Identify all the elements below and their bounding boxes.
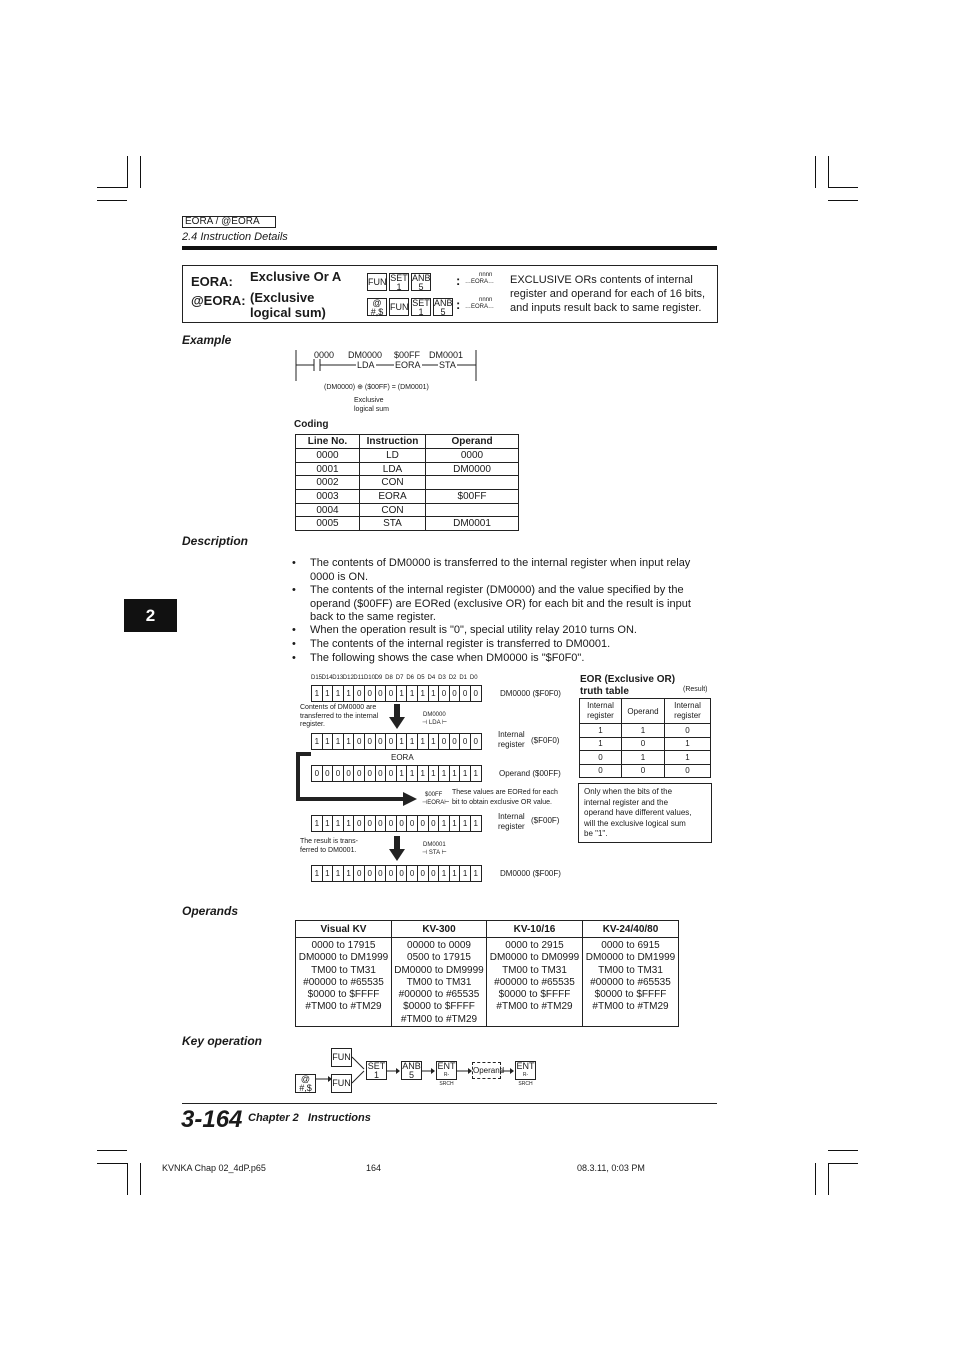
crop-mark — [97, 1163, 127, 1164]
table-cell: CON — [360, 476, 426, 490]
bit-cell: 1 — [332, 865, 344, 882]
print-page: 164 — [366, 1163, 382, 1173]
ladder-contact: 0000 — [314, 350, 335, 360]
bit-cell: 1 — [343, 685, 355, 702]
operands-cell: 00000 to 0009 0500 to 17915 DM0000 to DM9999 TM00 to TM31 #00000 to #65535 $0000 to $FFFF #TM00 to #TM29 — [392, 938, 487, 1027]
bit-label: D7 — [395, 675, 404, 681]
instruction-name-3: logical sum) — [250, 305, 326, 320]
bit-cell: 0 — [322, 765, 334, 782]
operands-header: KV-24/40/80 — [583, 921, 679, 938]
bit-label: D3 — [438, 675, 446, 681]
colon: : — [456, 273, 461, 288]
table-cell — [426, 503, 519, 517]
ladder-formula: (DM0000) ⊕ ($00FF) = (DM0001) — [324, 384, 429, 391]
bit-cell: 1 — [311, 865, 323, 882]
list-item: • The contents of the internal register is transferred to DM0001. — [292, 638, 611, 650]
eora-top: $00FF — [425, 792, 443, 798]
operands-cell: 0000 to 6915 DM0000 to DM1999 TM00 to TM31 #00000 to #65535 $0000 to $FFFF #TM00 to #TM29 — [583, 938, 679, 1027]
bit-cell: 1 — [311, 815, 323, 832]
bit-cell: 1 — [396, 733, 408, 750]
truth-note-box: Only when the bits of the internal register and the operand have different values, will the exclusive logical sum be "1". — [578, 783, 712, 843]
sta-top: DM0001 — [423, 842, 446, 848]
bit-cell: 1 — [332, 685, 344, 702]
bit-cell: 0 — [364, 865, 376, 882]
bit-cell: 1 — [470, 765, 482, 782]
header-tag: EORA / @EORA — [182, 216, 276, 228]
bit-cell: 1 — [417, 733, 429, 750]
table-cell: 1 — [622, 724, 665, 738]
truth-header: Operand — [622, 699, 665, 724]
bit-cell: 0 — [449, 685, 461, 702]
bit-cell: 1 — [311, 685, 323, 702]
bit-cell: 0 — [396, 865, 408, 882]
key-at: @ #,$ — [295, 1074, 316, 1093]
chapter-tab: 2 — [124, 599, 177, 632]
bit-cell: 1 — [396, 765, 408, 782]
down-arrow-icon — [389, 704, 405, 730]
table-cell: 1 — [622, 751, 665, 765]
list-item: • The contents of the internal register (DM0000) and the value specified by the operand ($00FF) are EORed (exclusive OR) for each bit and the result is input back to the same register. — [292, 584, 691, 623]
ladder-op1-top: DM0000 — [348, 350, 383, 360]
bit-cell: 0 — [470, 685, 482, 702]
table-cell: 1 — [580, 724, 622, 738]
operands-table — [295, 920, 679, 1027]
bit-cell: 1 — [449, 765, 461, 782]
header-rule — [182, 246, 717, 250]
bit-cell: 0 — [364, 815, 376, 832]
table-cell: 0 — [580, 764, 622, 778]
bit-row-dm0000 — [311, 685, 481, 702]
bit-cell: 0 — [311, 765, 323, 782]
crop-mark — [828, 1163, 858, 1164]
ladder-op2-top: $00FF — [394, 350, 421, 360]
bit-cell: 0 — [385, 733, 397, 750]
table-cell: 0 — [665, 724, 711, 738]
row3-label: Operand ($00FF) — [499, 769, 561, 778]
bit-label: D2 — [448, 675, 457, 681]
bit-cell: 1 — [417, 685, 429, 702]
key-ent: ENT R-SRCH — [437, 1061, 456, 1087]
bit-cell: 0 — [375, 733, 387, 750]
bit-cell: 1 — [396, 685, 408, 702]
row4-value: ($F00F) — [531, 816, 560, 825]
bit-cell: 0 — [364, 733, 376, 750]
crop-mark — [127, 1163, 128, 1195]
crop-mark — [127, 156, 128, 188]
note-result: The result is trans- ferred to DM0001. — [300, 838, 358, 854]
bit-cell: 0 — [375, 815, 387, 832]
key-anb-5: ANB 5 — [412, 273, 431, 292]
table-cell: 0 — [665, 764, 711, 778]
table-cell: 0003 — [296, 490, 360, 504]
symbol-eora: …EORA… — [465, 279, 495, 285]
lda-top: DM0000 — [423, 712, 446, 718]
operands-header: KV-10/16 — [487, 921, 583, 938]
ladder-sta: STA — [439, 360, 456, 370]
key-fun: FUN — [331, 1048, 352, 1067]
crop-mark — [815, 156, 816, 188]
symbol-operand: nnnn — [479, 272, 493, 278]
table-cell: DM0000 — [426, 462, 519, 476]
row2-label: Internal register — [498, 730, 525, 749]
bit-cell: 1 — [428, 685, 440, 702]
bit-cell: 1 — [470, 865, 482, 882]
bit-cell: 1 — [406, 765, 418, 782]
row2-value: ($F0F0) — [531, 736, 560, 745]
bit-label: D8 — [385, 675, 393, 681]
table-cell: 0 — [622, 737, 665, 751]
truth-table-title: EOR (Exclusive OR) truth table — [580, 674, 676, 697]
bit-cell: 0 — [353, 865, 365, 882]
instruction-description: EXCLUSIVE ORs contents of internal register and operand for each of 16 bits, and inputs result back to same register. — [510, 274, 706, 314]
truth-header: Internal register — [580, 699, 622, 724]
symbol-operand: nnnn — [479, 297, 493, 303]
bit-cell: 0 — [385, 685, 397, 702]
key-operand: Operand — [472, 1062, 501, 1079]
key-set-1: SET 1 — [390, 273, 408, 292]
truth-table — [579, 698, 711, 778]
table-cell: $00FF — [426, 490, 519, 504]
table-cell: 0004 — [296, 503, 360, 517]
bit-cell: 1 — [449, 815, 461, 832]
print-date: 08.3.11, 0:03 PM — [577, 1163, 645, 1173]
table-cell: LDA — [360, 462, 426, 476]
bit-cell: 0 — [417, 865, 429, 882]
key-operation-heading: Key operation — [182, 1034, 263, 1048]
bit-cell: 1 — [332, 733, 344, 750]
crop-mark — [828, 1163, 829, 1195]
bit-cell: 1 — [343, 733, 355, 750]
bit-cell: 0 — [353, 765, 365, 782]
bit-cell: 0 — [375, 765, 387, 782]
table-cell: 1 — [665, 737, 711, 751]
bit-cell: 0 — [428, 865, 440, 882]
crop-mark — [828, 1150, 858, 1151]
bit-row-internal — [311, 733, 481, 750]
bit-cell: 1 — [311, 733, 323, 750]
table-cell: 0000 — [296, 449, 360, 463]
crop-mark — [815, 1163, 816, 1195]
lda-symbol: ⊣ LDA ⊢ — [422, 720, 448, 726]
bit-label: D11 — [353, 675, 364, 681]
key-anb-5: ANB 5 — [402, 1061, 421, 1080]
ladder-note: Exclusive logical sum — [354, 397, 390, 413]
truth-result-note: (Result) — [683, 686, 708, 693]
bit-cell: 1 — [470, 815, 482, 832]
row5-label: DM0000 ($F00F) — [500, 869, 561, 878]
coding-header: Line No. — [296, 435, 360, 449]
table-cell: 0000 — [426, 449, 519, 463]
list-item: • The contents of DM0000 is transferred to the internal register when input relay 0000 is ON. — [292, 557, 691, 583]
bit-cell: 0 — [364, 685, 376, 702]
description-heading: Description — [182, 534, 249, 548]
bit-cell: 1 — [438, 765, 450, 782]
note-transfer: Contents of DM0000 are transferred to the internal register. — [300, 704, 379, 728]
ladder-op3-top: DM0001 — [429, 350, 464, 360]
bit-row-dm0001 — [311, 865, 481, 882]
key-fun: FUN — [331, 1074, 352, 1093]
bit-cell: 0 — [438, 733, 450, 750]
mnemonic-at-eora: @EORA: — [191, 293, 246, 308]
bit-row-result — [311, 815, 481, 832]
ladder-lda: LDA — [357, 360, 375, 370]
bit-cell: 1 — [322, 685, 334, 702]
key-set-1: SET 1 — [367, 1061, 386, 1080]
key-fun-2: FUN — [389, 298, 409, 316]
bit-cell: 1 — [332, 815, 344, 832]
operands-header: Visual KV — [296, 921, 392, 938]
bit-label: D13 — [332, 675, 344, 681]
example-heading: Example — [182, 333, 232, 347]
crop-mark — [97, 187, 127, 188]
bit-cell: 1 — [438, 865, 450, 882]
bit-cell: 0 — [332, 765, 344, 782]
bit-cell: 0 — [385, 765, 397, 782]
file-name: KVNKA Chap 02_4dP.p65 — [162, 1163, 266, 1173]
bit-cell: 0 — [459, 685, 471, 702]
bit-cell: 0 — [428, 815, 440, 832]
bit-label: D6 — [406, 675, 415, 681]
page-number: 3-164 — [181, 1106, 243, 1133]
bit-cell: 1 — [428, 733, 440, 750]
bit-cell: 0 — [385, 865, 397, 882]
row4-label: Internal register — [498, 812, 525, 831]
bit-cell: 0 — [375, 685, 387, 702]
table-cell: 0001 — [296, 462, 360, 476]
bit-cell: 1 — [406, 733, 418, 750]
bit-cell: 1 — [438, 815, 450, 832]
bit-cell: 0 — [470, 733, 482, 750]
table-cell: EORA — [360, 490, 426, 504]
list-item: • When the operation result is "0", special utility relay 2010 turns ON. — [292, 624, 637, 636]
bit-cell: 0 — [375, 865, 387, 882]
crop-mark — [97, 1150, 127, 1151]
coding-table — [295, 434, 519, 531]
bit-cell: 1 — [322, 733, 334, 750]
bit-cell: 1 — [459, 815, 471, 832]
bit-cell: 0 — [459, 733, 471, 750]
instruction-name: Exclusive Or A — [250, 269, 342, 284]
bit-cell: 1 — [322, 815, 334, 832]
operands-header: KV-300 — [392, 921, 487, 938]
bit-label: D10 — [363, 675, 375, 681]
chapter-label: Chapter 2 Instructions — [248, 1112, 371, 1124]
section-title: 2.4 Instruction Details — [182, 231, 288, 243]
bit-cell: 0 — [449, 733, 461, 750]
bit-cell: 1 — [459, 865, 471, 882]
crop-mark — [140, 1163, 141, 1195]
bit-cell: 1 — [449, 865, 461, 882]
coding-header: Operand — [426, 435, 519, 449]
colon: : — [456, 297, 461, 312]
operands-heading: Operands — [182, 904, 239, 918]
table-cell: CON — [360, 503, 426, 517]
table-cell — [426, 476, 519, 490]
key-fun: FUN — [367, 273, 387, 291]
truth-header: Internal register — [665, 699, 711, 724]
note-eor: These values are EORed for each bit to obtain exclusive OR value. — [452, 789, 558, 806]
bit-label: D4 — [427, 675, 436, 681]
operands-cell: 0000 to 2915 DM0000 to DM0999 TM00 to TM31 #00000 to #65535 $0000 to $FFFF #TM00 to #TM29 — [487, 938, 583, 1027]
symbol-eora: …EORA… — [465, 304, 495, 310]
bit-cell: 0 — [353, 733, 365, 750]
bit-cell: 1 — [322, 865, 334, 882]
bit-label: D14 — [321, 675, 333, 681]
loop-arrow-icon — [293, 750, 423, 806]
table-cell: 0 — [580, 751, 622, 765]
bit-cell: 1 — [428, 765, 440, 782]
bit-cell: 1 — [343, 815, 355, 832]
coding-header: Instruction — [360, 435, 426, 449]
bit-cell: 0 — [406, 865, 418, 882]
bit-label: D12 — [342, 675, 354, 681]
crop-mark — [140, 156, 141, 188]
eora-label: EORA — [391, 753, 414, 762]
table-cell: DM0001 — [426, 517, 519, 531]
key-ent: ENT R-SRCH — [516, 1061, 535, 1087]
bit-cell: 0 — [396, 815, 408, 832]
table-cell: STA — [360, 517, 426, 531]
bit-cell: 0 — [438, 685, 450, 702]
table-cell: 1 — [665, 751, 711, 765]
bit-label: D0 — [469, 675, 478, 681]
coding-title: Coding — [294, 419, 329, 430]
table-cell: 0002 — [296, 476, 360, 490]
bit-label: D9 — [374, 675, 383, 681]
instruction-name-2: (Exclusive — [250, 290, 315, 305]
key-set-1-2: SET 1 — [412, 298, 430, 317]
operands-cell: 0000 to 17915 DM0000 to DM1999 TM00 to TM31 #00000 to #65535 $0000 to $FFFF #TM00 to #TM29 — [296, 938, 392, 1027]
key-anb-5-2: ANB 5 — [434, 298, 453, 317]
bit-label: D15 — [311, 675, 323, 681]
mnemonic-eora: EORA: — [191, 274, 233, 289]
footer-rule — [182, 1103, 717, 1104]
bit-cell: 1 — [343, 865, 355, 882]
table-cell: 0005 — [296, 517, 360, 531]
crop-mark — [97, 200, 127, 201]
bit-labels — [311, 675, 481, 681]
down-arrow-icon — [389, 836, 405, 862]
crop-mark — [828, 187, 858, 188]
list-item: • The following shows the case when DM0000 is "$F0F0". — [292, 652, 585, 664]
row1-label: DM0000 ($F0F0) — [500, 689, 561, 698]
bit-cell: 1 — [417, 765, 429, 782]
eora-symbol: ⊣EORA⊢ — [422, 800, 450, 806]
ladder-eora: EORA — [395, 360, 421, 370]
instruction-box — [182, 265, 718, 323]
bit-cell: 0 — [353, 685, 365, 702]
bit-cell: 1 — [406, 685, 418, 702]
sta-symbol: ⊣ STA ⊢ — [422, 850, 447, 856]
bit-cell: 0 — [385, 815, 397, 832]
bit-label: D5 — [416, 675, 425, 681]
bit-cell: 0 — [364, 765, 376, 782]
bit-cell: 1 — [459, 765, 471, 782]
bit-label: D1 — [459, 675, 467, 681]
crop-mark — [828, 156, 829, 188]
table-cell: 1 — [580, 737, 622, 751]
table-cell: LD — [360, 449, 426, 463]
bit-cell: 0 — [353, 815, 365, 832]
bit-cell: 0 — [417, 815, 429, 832]
crop-mark — [828, 200, 858, 201]
bit-cell: 0 — [406, 815, 418, 832]
key-at: @ #,$ — [367, 298, 387, 316]
table-cell: 0 — [622, 764, 665, 778]
bit-cell: 0 — [343, 765, 355, 782]
